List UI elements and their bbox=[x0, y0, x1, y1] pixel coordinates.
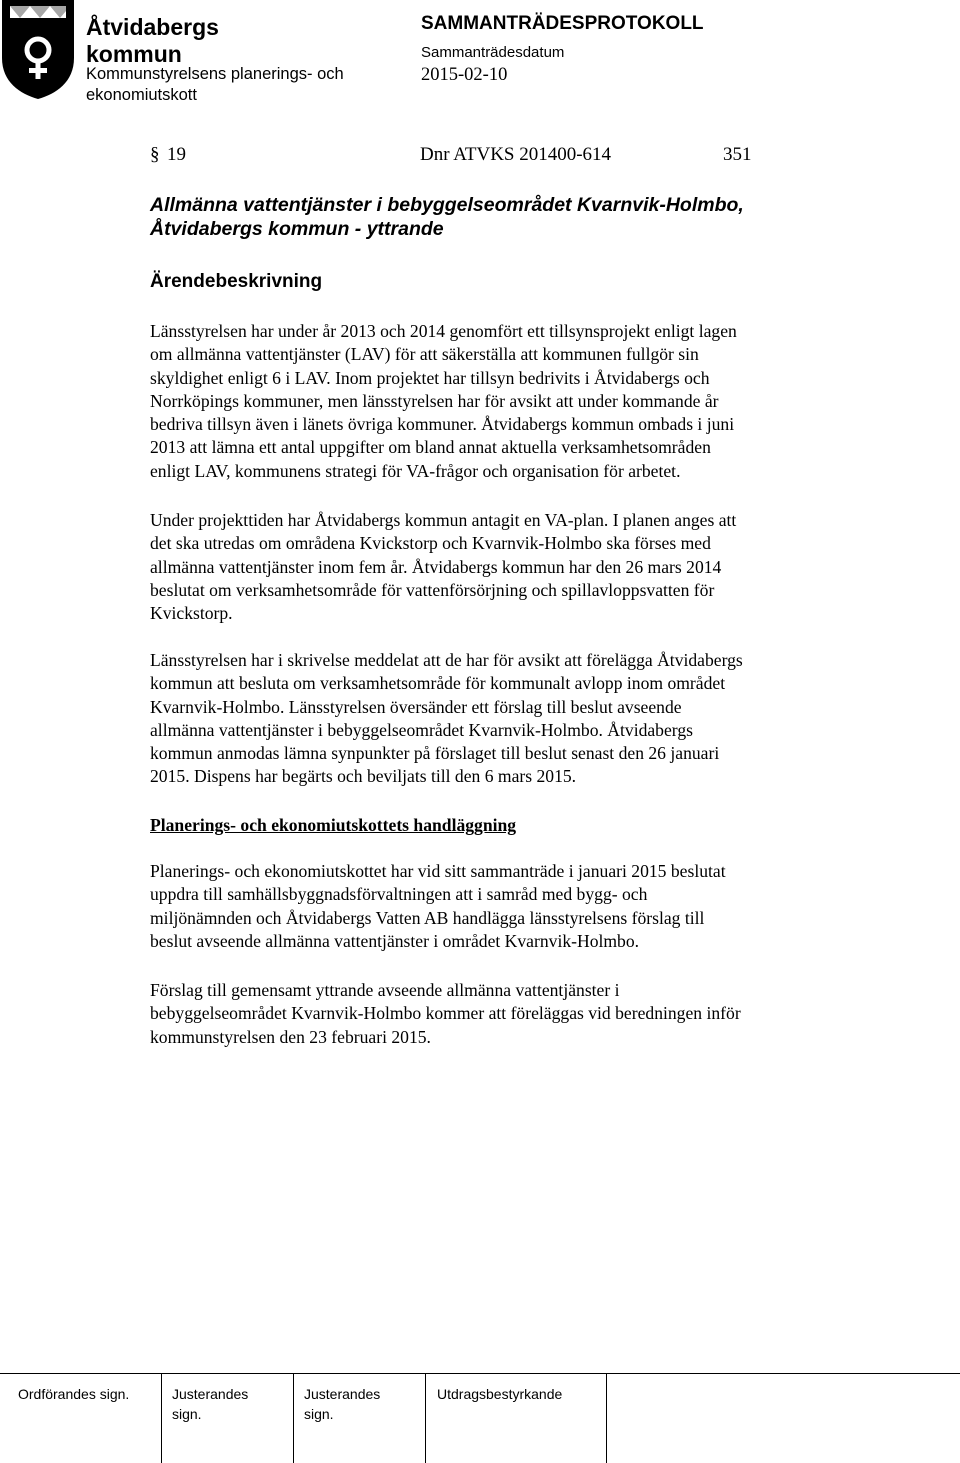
body-paragraph: Förslag till gemensamt yttrande avseende allmänna vattentjänster i bebyggelseområdet Kvarnvik-Holmbo kommer att föreläggas vid beredningen inför kommunstyrelsen den 23 februari 2015. bbox=[150, 980, 741, 1047]
body-paragraph: Under projekttiden har Åtvidabergs kommun antagit en VA-plan. I planen anges att det ska utredas om områdena Kvickstorp och Kvarnvik-Holmbo ska förses med allmänna vattentjänster inom fem år. Åtvidabergs kommun har den 26 mars 2014 beslutat om verksamhetsområde för vattenförsörjning och spillavloppsvatten för Kvickstorp. bbox=[150, 510, 737, 624]
body-paragraph: Planerings- och ekonomiutskottet har vid sitt sammanträde i januari 2015 beslutat uppdra till samhällsbyggnadsförvaltningen att i samråd med bygg- och miljönämnden och Åtvidabergs Vatten AB handlägga länsstyrelsens förslag till beslut avseende allmänna vattentjänster i området Kvarnvik-Holmbo. bbox=[150, 861, 726, 951]
footer-divider bbox=[606, 1374, 607, 1463]
footer-divider bbox=[161, 1374, 162, 1463]
paragraph-number: 19 bbox=[167, 144, 186, 165]
page-number: 351 bbox=[723, 144, 752, 165]
adjuster-signature-label: Justerandes sign. bbox=[304, 1386, 381, 1422]
chair-signature-label: Ordförandes sign. bbox=[18, 1386, 130, 1402]
diary-number: Dnr ATVKS 201400-614 bbox=[420, 144, 612, 165]
body-paragraph: Länsstyrelsen har i skrivelse meddelat att de har för avsikt att förelägga Åtvidabergs kommun att besluta om verksamhetsområde för kommunalt avlopp inom området Kvarnvik-Holmbo. Länsstyrelsen översänder ett förslag till beslut avseende allmänna vattentjänster i bebyggelseområdet Kvarnvik-Holmbo. Åtvidabergs kommun anmodas lämna synpunkter på förslaget till beslut senast den 26 januari 2015. Dispens har begärts och beviljats till den 6 mars 2015. bbox=[150, 650, 743, 787]
footer-divider bbox=[425, 1374, 426, 1463]
footer-divider bbox=[0, 1373, 960, 1374]
extract-certification-label: Utdragsbestyrkande bbox=[437, 1386, 563, 1402]
case-title: Allmänna vattentjänster i bebyggelseområdet Kvarnvik-Holmbo, Åtvidabergs kommun - yttrande bbox=[150, 194, 744, 240]
department-name: Kommunstyrelsens planerings- och ekonomiutskott bbox=[86, 65, 344, 104]
footer-divider bbox=[293, 1374, 294, 1463]
body-paragraph: Länsstyrelsen har under år 2013 och 2014 genomfört ett tillsynsprojekt enligt lagen om allmänna vattentjänster (LAV) för att säkerställa att kommunen fullgör sin skyldighet enligt 6 i LAV. Inom projektet har tillsyn bedrivits i Åtvidabergs och Norrköpings kommuner, men länsstyrelsen har för avsikt att under kommande år bedriva tillsyn även i länets övriga kommuner. Åtvidabergs kommun ombads i juni 2013 att lämna ett antal uppgifter om bland annat aktuella verksamhetsområden enligt LAV, kommunens strategi för VA-frågor och organisation för arbetet. bbox=[150, 321, 737, 481]
meeting-date: 2015-02-10 bbox=[421, 65, 508, 85]
coat-of-arms-icon bbox=[0, 0, 78, 100]
organization-name: Åtvidabergs kommun bbox=[86, 14, 219, 67]
adjuster-signature-label: Justerandes sign. bbox=[172, 1386, 249, 1422]
section-sign: § bbox=[150, 144, 160, 165]
meeting-date-label: Sammanträdesdatum bbox=[421, 44, 565, 61]
subheading: Planerings- och ekonomiutskottets handläggning bbox=[150, 815, 517, 835]
section-heading: Ärendebeskrivning bbox=[150, 271, 323, 292]
document-type: SAMMANTRÄDESPROTOKOLL bbox=[421, 13, 704, 34]
